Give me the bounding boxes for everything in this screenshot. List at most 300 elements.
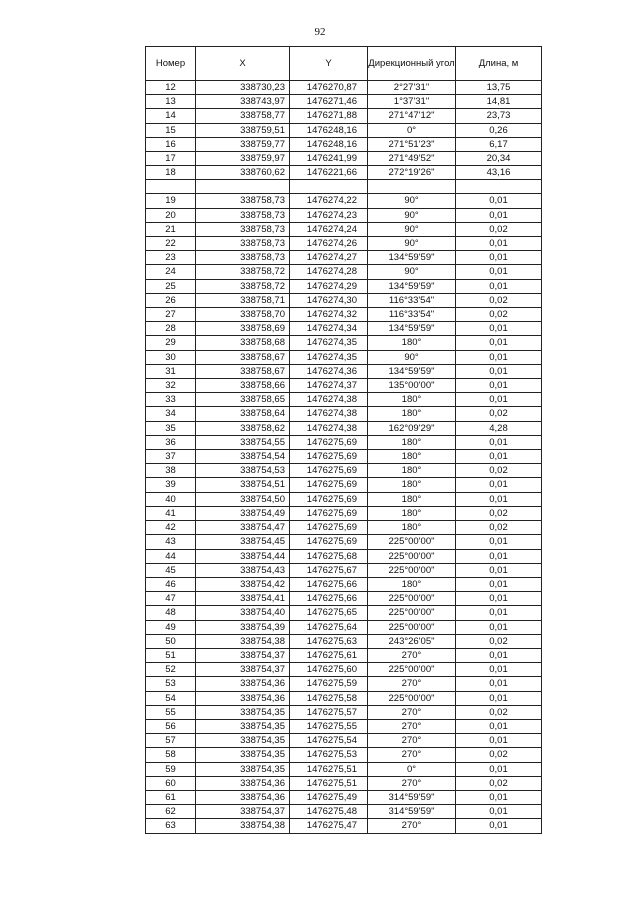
cell-x: 338754,38 [196, 634, 290, 648]
cell-angle: 90° [368, 265, 456, 279]
cell-x: 338754,42 [196, 577, 290, 591]
blank-row [146, 180, 542, 194]
cell-length: 0,01 [456, 393, 542, 407]
cell-y: 1476275,53 [290, 748, 368, 762]
table-row [146, 208, 542, 222]
cell-angle: 225°00'00" [368, 535, 456, 549]
cell-length: 0,02 [456, 506, 542, 520]
cell-length: 13,75 [456, 81, 542, 95]
table-row [146, 265, 542, 279]
cell-angle: 180° [368, 450, 456, 464]
cell-y: 1476274,23 [290, 208, 368, 222]
cell-length: 0,01 [456, 435, 542, 449]
table-row [146, 109, 542, 123]
cell-length: 0,02 [456, 776, 542, 790]
cell-length: 0,01 [456, 549, 542, 563]
cell-length: 0,01 [456, 237, 542, 251]
cell-angle: 270° [368, 719, 456, 733]
table-row [146, 464, 542, 478]
cell-length: 0,01 [456, 663, 542, 677]
table-body-group-1 [146, 81, 542, 180]
coordinates-table [145, 46, 542, 834]
cell-x: 338754,35 [196, 748, 290, 762]
cell-number: 59 [146, 762, 196, 776]
table-row [146, 563, 542, 577]
cell-y: 1476274,22 [290, 194, 368, 208]
cell-y: 1476274,29 [290, 279, 368, 293]
cell-y: 1476275,69 [290, 450, 368, 464]
cell-length: 43,16 [456, 166, 542, 180]
cell-angle: 116°33'54" [368, 293, 456, 307]
cell-number: 46 [146, 577, 196, 591]
header-length: Длина, м [456, 47, 542, 81]
cell-angle: 180° [368, 521, 456, 535]
table-row [146, 407, 542, 421]
cell-length: 0,01 [456, 592, 542, 606]
cell-angle: 2°27'31" [368, 81, 456, 95]
cell-length: 0,02 [456, 222, 542, 236]
cell-y: 1476275,67 [290, 563, 368, 577]
cell-angle: 90° [368, 237, 456, 251]
cell-angle: 134°59'59" [368, 364, 456, 378]
cell-x: 338758,77 [196, 109, 290, 123]
table-row [146, 762, 542, 776]
cell-number: 58 [146, 748, 196, 762]
cell-angle: 135°00'00" [368, 379, 456, 393]
cell-number: 20 [146, 208, 196, 222]
cell-length: 0,01 [456, 648, 542, 662]
table-row [146, 95, 542, 109]
cell-y: 1476274,27 [290, 251, 368, 265]
cell-number: 23 [146, 251, 196, 265]
cell-x: 338754,36 [196, 691, 290, 705]
cell-y: 1476274,35 [290, 336, 368, 350]
cell-number: 31 [146, 364, 196, 378]
cell-y: 1476274,38 [290, 421, 368, 435]
table-row [146, 549, 542, 563]
cell-length: 0,01 [456, 563, 542, 577]
cell-length: 0,01 [456, 364, 542, 378]
cell-y: 1476275,59 [290, 677, 368, 691]
cell-length: 0,01 [456, 819, 542, 833]
cell-number: 45 [146, 563, 196, 577]
cell-number: 17 [146, 152, 196, 166]
cell-length: 23,73 [456, 109, 542, 123]
cell-angle: 180° [368, 478, 456, 492]
table-body-group-2 [146, 194, 542, 833]
cell-angle: 162°09'29" [368, 421, 456, 435]
cell-x: 338754,37 [196, 805, 290, 819]
cell-x: 338758,73 [196, 251, 290, 265]
cell-y: 1476271,88 [290, 109, 368, 123]
cell-angle: 180° [368, 336, 456, 350]
cell-x: 338758,71 [196, 293, 290, 307]
cell-length: 0,01 [456, 606, 542, 620]
cell-y: 1476275,51 [290, 776, 368, 790]
cell-number: 14 [146, 109, 196, 123]
cell-number: 50 [146, 634, 196, 648]
cell-angle: 243°26'05" [368, 634, 456, 648]
cell-x: 338759,97 [196, 152, 290, 166]
cell-y: 1476271,46 [290, 95, 368, 109]
cell-number: 54 [146, 691, 196, 705]
cell-x: 338758,70 [196, 308, 290, 322]
cell-y: 1476274,26 [290, 237, 368, 251]
cell-number: 16 [146, 137, 196, 151]
cell-number: 22 [146, 237, 196, 251]
cell-y: 1476275,69 [290, 521, 368, 535]
cell-x: 338758,62 [196, 421, 290, 435]
cell-y: 1476274,30 [290, 293, 368, 307]
cell-length: 20,34 [456, 152, 542, 166]
cell-y: 1476274,38 [290, 407, 368, 421]
header-angle: Дирекционный угол [368, 47, 456, 81]
cell-y: 1476274,34 [290, 322, 368, 336]
cell-y: 1476275,58 [290, 691, 368, 705]
table-row [146, 805, 542, 819]
cell-y: 1476274,24 [290, 222, 368, 236]
cell-number: 42 [146, 521, 196, 535]
table-row [146, 734, 542, 748]
cell-number: 33 [146, 393, 196, 407]
cell-number: 38 [146, 464, 196, 478]
table-row [146, 322, 542, 336]
table-row [146, 435, 542, 449]
cell-length: 0,01 [456, 620, 542, 634]
cell-angle: 134°59'59" [368, 279, 456, 293]
cell-x: 338760,62 [196, 166, 290, 180]
cell-y: 1476275,69 [290, 492, 368, 506]
cell-length: 0,01 [456, 719, 542, 733]
cell-x: 338754,36 [196, 790, 290, 804]
cell-number: 24 [146, 265, 196, 279]
cell-x: 338754,43 [196, 563, 290, 577]
cell-number: 27 [146, 308, 196, 322]
page-number: 92 [314, 26, 326, 38]
cell-length: 0,02 [456, 464, 542, 478]
cell-x: 338730,23 [196, 81, 290, 95]
cell-y: 1476275,69 [290, 478, 368, 492]
cell-number: 61 [146, 790, 196, 804]
cell-number: 43 [146, 535, 196, 549]
table-row [146, 705, 542, 719]
table-row [146, 521, 542, 535]
table-row [146, 166, 542, 180]
cell-angle: 271°49'52" [368, 152, 456, 166]
cell-number: 15 [146, 123, 196, 137]
cell-number: 35 [146, 421, 196, 435]
cell-length: 0,02 [456, 634, 542, 648]
table-row [146, 691, 542, 705]
cell-x: 338754,35 [196, 705, 290, 719]
cell-angle: 1°37'31" [368, 95, 456, 109]
cell-y: 1476270,87 [290, 81, 368, 95]
cell-x: 338759,77 [196, 137, 290, 151]
cell-number: 32 [146, 379, 196, 393]
cell-number: 62 [146, 805, 196, 819]
cell-x: 338758,66 [196, 379, 290, 393]
cell-angle: 270° [368, 734, 456, 748]
table-row [146, 592, 542, 606]
cell-angle: 270° [368, 776, 456, 790]
cell-y: 1476274,32 [290, 308, 368, 322]
cell-length: 0,01 [456, 734, 542, 748]
cell-x: 338754,53 [196, 464, 290, 478]
table-row [146, 137, 542, 151]
table-row [146, 350, 542, 364]
table-row [146, 634, 542, 648]
cell-x: 338759,51 [196, 123, 290, 137]
cell-y: 1476274,38 [290, 393, 368, 407]
table-row [146, 379, 542, 393]
table-separator [146, 180, 542, 194]
cell-length: 4,28 [456, 421, 542, 435]
table-row [146, 450, 542, 464]
header-x: X [196, 47, 290, 81]
cell-y: 1476274,37 [290, 379, 368, 393]
table-row [146, 421, 542, 435]
cell-number: 34 [146, 407, 196, 421]
cell-y: 1476274,36 [290, 364, 368, 378]
cell-y: 1476274,28 [290, 265, 368, 279]
cell-y: 1476275,48 [290, 805, 368, 819]
table-row [146, 81, 542, 95]
cell-y: 1476274,35 [290, 350, 368, 364]
table-row [146, 308, 542, 322]
cell-number: 29 [146, 336, 196, 350]
table-row [146, 364, 542, 378]
cell-angle: 90° [368, 194, 456, 208]
table-row [146, 663, 542, 677]
cell-number: 13 [146, 95, 196, 109]
cell-number: 52 [146, 663, 196, 677]
header-number: Номер [146, 47, 196, 81]
cell-y: 1476275,55 [290, 719, 368, 733]
cell-x: 338754,36 [196, 677, 290, 691]
cell-number: 28 [146, 322, 196, 336]
cell-length: 0,01 [456, 450, 542, 464]
cell-angle: 90° [368, 208, 456, 222]
cell-y: 1476275,69 [290, 535, 368, 549]
cell-angle: 225°00'00" [368, 663, 456, 677]
cell-length: 0,02 [456, 308, 542, 322]
cell-length: 0,01 [456, 805, 542, 819]
cell-length: 0,01 [456, 492, 542, 506]
cell-angle: 270° [368, 748, 456, 762]
cell-y: 1476275,69 [290, 464, 368, 478]
cell-angle: 180° [368, 393, 456, 407]
cell-number: 36 [146, 435, 196, 449]
cell-x: 338758,73 [196, 222, 290, 236]
cell-length: 0,01 [456, 279, 542, 293]
cell-x: 338758,73 [196, 237, 290, 251]
cell-length: 0,01 [456, 535, 542, 549]
cell-length: 0,01 [456, 251, 542, 265]
cell-x: 338754,40 [196, 606, 290, 620]
cell-y: 1476275,66 [290, 577, 368, 591]
cell-y: 1476275,51 [290, 762, 368, 776]
cell-angle: 270° [368, 705, 456, 719]
cell-angle: 0° [368, 762, 456, 776]
table-row [146, 237, 542, 251]
table-row [146, 677, 542, 691]
cell-number: 26 [146, 293, 196, 307]
table-row [146, 748, 542, 762]
table-row [146, 393, 542, 407]
cell-y: 1476275,64 [290, 620, 368, 634]
cell-y: 1476275,68 [290, 549, 368, 563]
cell-angle: 134°59'59" [368, 322, 456, 336]
cell-angle: 116°33'54" [368, 308, 456, 322]
cell-x: 338758,68 [196, 336, 290, 350]
cell-number: 55 [146, 705, 196, 719]
cell-y: 1476275,65 [290, 606, 368, 620]
cell-length: 0,01 [456, 577, 542, 591]
cell-angle: 225°00'00" [368, 691, 456, 705]
cell-number: 37 [146, 450, 196, 464]
cell-y: 1476221,66 [290, 166, 368, 180]
cell-length: 0,01 [456, 762, 542, 776]
cell-angle: 314°59'59" [368, 790, 456, 804]
cell-y: 1476275,47 [290, 819, 368, 833]
cell-number: 51 [146, 648, 196, 662]
cell-x: 338758,64 [196, 407, 290, 421]
cell-y: 1476275,63 [290, 634, 368, 648]
cell-y: 1476275,69 [290, 435, 368, 449]
cell-length: 0,02 [456, 293, 542, 307]
cell-x: 338754,38 [196, 819, 290, 833]
table-row [146, 776, 542, 790]
cell-length: 0,02 [456, 407, 542, 421]
cell-length: 0,02 [456, 521, 542, 535]
table-row [146, 577, 542, 591]
table-row [146, 152, 542, 166]
cell-y: 1476241,99 [290, 152, 368, 166]
cell-angle: 180° [368, 506, 456, 520]
cell-x: 338758,67 [196, 364, 290, 378]
cell-angle: 270° [368, 648, 456, 662]
table-row [146, 293, 542, 307]
cell-x: 338758,65 [196, 393, 290, 407]
table-row [146, 492, 542, 506]
cell-length: 0,02 [456, 705, 542, 719]
cell-number: 63 [146, 819, 196, 833]
cell-angle: 271°51'23" [368, 137, 456, 151]
cell-angle: 180° [368, 464, 456, 478]
cell-angle: 225°00'00" [368, 606, 456, 620]
cell-angle: 270° [368, 677, 456, 691]
cell-angle: 225°00'00" [368, 549, 456, 563]
table-row [146, 719, 542, 733]
cell-angle: 314°59'59" [368, 805, 456, 819]
cell-y: 1476248,16 [290, 137, 368, 151]
cell-angle: 225°00'00" [368, 563, 456, 577]
cell-angle: 90° [368, 222, 456, 236]
cell-number: 47 [146, 592, 196, 606]
cell-y: 1476275,66 [290, 592, 368, 606]
table-row [146, 819, 542, 833]
cell-angle: 180° [368, 407, 456, 421]
table-row [146, 123, 542, 137]
cell-number: 21 [146, 222, 196, 236]
cell-x: 338754,51 [196, 478, 290, 492]
cell-length: 0,01 [456, 691, 542, 705]
cell-x: 338754,35 [196, 719, 290, 733]
cell-x: 338758,73 [196, 208, 290, 222]
cell-x: 338758,69 [196, 322, 290, 336]
cell-number: 53 [146, 677, 196, 691]
cell-length: 0,26 [456, 123, 542, 137]
cell-length: 0,01 [456, 677, 542, 691]
cell-angle: 180° [368, 492, 456, 506]
cell-number: 40 [146, 492, 196, 506]
cell-number: 39 [146, 478, 196, 492]
cell-x: 338754,41 [196, 592, 290, 606]
cell-number: 19 [146, 194, 196, 208]
cell-number: 48 [146, 606, 196, 620]
cell-length: 0,01 [456, 194, 542, 208]
cell-number: 41 [146, 506, 196, 520]
cell-length: 0,01 [456, 265, 542, 279]
cell-y: 1476275,61 [290, 648, 368, 662]
cell-angle: 180° [368, 577, 456, 591]
cell-y: 1476275,54 [290, 734, 368, 748]
table-row [146, 648, 542, 662]
cell-length: 0,01 [456, 208, 542, 222]
cell-angle: 134°59'59" [368, 251, 456, 265]
cell-x: 338754,37 [196, 648, 290, 662]
cell-number: 30 [146, 350, 196, 364]
cell-x: 338754,50 [196, 492, 290, 506]
cell-y: 1476275,49 [290, 790, 368, 804]
cell-angle: 270° [368, 819, 456, 833]
cell-number: 44 [146, 549, 196, 563]
cell-y: 1476275,57 [290, 705, 368, 719]
cell-angle: 225°00'00" [368, 592, 456, 606]
cell-x: 338754,54 [196, 450, 290, 464]
cell-number: 12 [146, 81, 196, 95]
cell-x: 338754,44 [196, 549, 290, 563]
cell-length: 0,01 [456, 379, 542, 393]
cell-length: 0,01 [456, 336, 542, 350]
table-row [146, 790, 542, 804]
cell-length: 0,01 [456, 478, 542, 492]
cell-x: 338754,37 [196, 663, 290, 677]
table-row [146, 279, 542, 293]
table-row [146, 535, 542, 549]
cell-x: 338758,73 [196, 194, 290, 208]
cell-length: 6,17 [456, 137, 542, 151]
cell-y: 1476275,60 [290, 663, 368, 677]
cell-number: 25 [146, 279, 196, 293]
table-row [146, 478, 542, 492]
table-row [146, 222, 542, 236]
table-row [146, 620, 542, 634]
cell-angle: 180° [368, 435, 456, 449]
cell-length: 0,01 [456, 350, 542, 364]
table-row [146, 506, 542, 520]
cell-length: 14,81 [456, 95, 542, 109]
cell-angle: 271°47'12" [368, 109, 456, 123]
cell-x: 338754,35 [196, 734, 290, 748]
cell-x: 338754,45 [196, 535, 290, 549]
cell-angle: 0° [368, 123, 456, 137]
cell-x: 338758,67 [196, 350, 290, 364]
cell-x: 338758,72 [196, 265, 290, 279]
table-row [146, 194, 542, 208]
cell-x: 338754,55 [196, 435, 290, 449]
cell-x: 338754,47 [196, 521, 290, 535]
